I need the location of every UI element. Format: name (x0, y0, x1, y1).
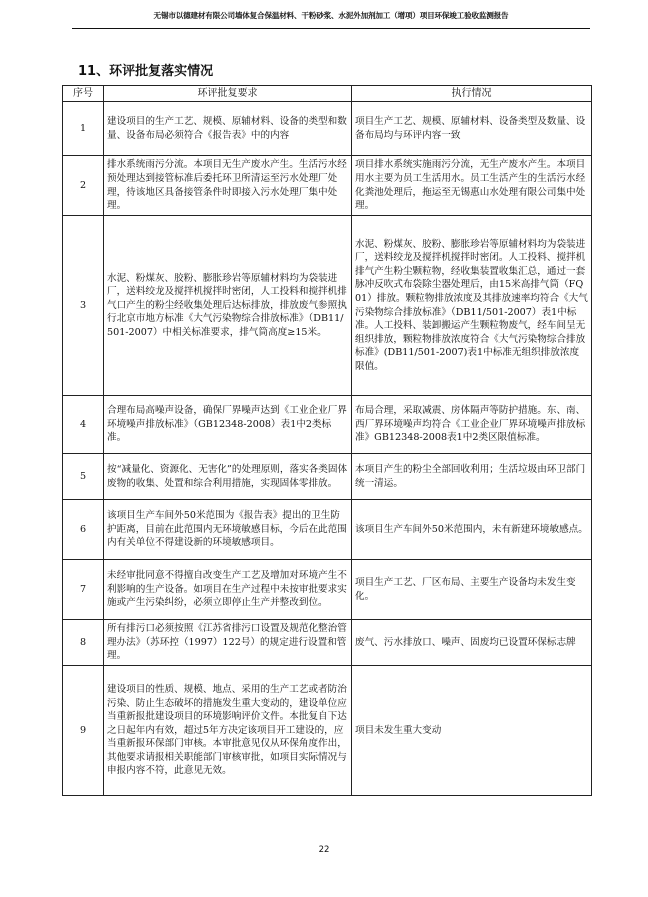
row-number: 8 (63, 620, 104, 666)
status-cell: 水泥、粉煤灰、胶粉、膨胀珍岩等原辅材料均为袋装进厂，送料绞龙及搅拌机搅拌时密闭。人工投料、搅拌机排气产生粉尘颗粒物，经收集装置收集汇总，通过一套脉冲反吹式布袋除尘器处理后，由15米高排气筒（FQ01）排放。颗粒物排放浓度及其排放速率均符合《大气污染物综合排放标准》（DB11/501-2007）表1中标准。人工投料、装卸搬运产生颗粒物废气，经车间呈无组织排放，颗粒物排放浓度符合《大气污染物综合排放标准》(DB11/501-2007)表1中标准无组织排放浓度限值。 (352, 216, 592, 396)
row-number: 2 (63, 156, 104, 216)
table-row (63, 216, 592, 396)
section-title: 11、环评批复落实情况 (78, 64, 214, 79)
table-row (63, 102, 592, 156)
table-row (63, 620, 592, 666)
row-number: 3 (63, 216, 104, 396)
status-cell: 项目生产工艺、厂区布局、主要生产设备均未发生变化。 (352, 560, 592, 620)
row-number: 1 (63, 102, 104, 156)
requirement-cell: 建设项目的生产工艺、规模、原辅材料、设备的类型和数量、设备布局必须符合《报告表》中的内容 (104, 102, 352, 156)
approval-implementation-table (62, 85, 592, 796)
table-row (63, 666, 592, 796)
requirement-cell: 建设项目的性质、规模、地点、采用的生产工艺或者防治污染、防止生态破坏的措施发生重大变动的，建设单位应当重新报批建设项目的环境影响评价文件。本批复自下达之日起年内有效，超过5年方决定该项目开工建设的，应当重新报环保部门审核。本审批意见仅从环保角度作出，其他要求请报相关职能部门审核审批，如项目实际情况与申报内容不符，此意见无效。 (104, 666, 352, 796)
requirement-cell: 所有排污口必须按照《江苏省排污口设置及规范化整治管理办法》（苏环控（1997）122号）的规定进行设置和管理。 (104, 620, 352, 666)
status-cell: 本项目产生的粉尘全部回收利用；生活垃圾由环卫部门统一清运。 (352, 454, 592, 500)
row-number: 4 (63, 396, 104, 454)
status-cell: 项目生产工艺、规模、原辅材料、设备类型及数量、设备布局均与环评内容一致 (352, 102, 592, 156)
table-row (63, 560, 592, 620)
status-cell: 废气、污水排放口、噪声、固废均已设置环保标志牌 (352, 620, 592, 666)
page-number: 22 (318, 845, 330, 855)
status-cell: 项目排水系统实施雨污分流，无生产废水产生。本项目用水主要为员工生活用水。员工生活产生的生活污水经化粪池处理后，拖运至无锡惠山水处理有限公司集中处理。 (352, 156, 592, 216)
requirement-cell: 该项目生产车间外50米范围为《报告表》提出的卫生防护距离，目前在此范围内无环境敏感目标，今后在此范围内有关单位不得建设新的环境敏感项目。 (104, 500, 352, 560)
requirement-cell: 排水系统雨污分流。本项目无生产废水产生。生活污水经预处理达到接管标准后委托环卫所清运至污水处理厂处理，待该地区具备接管条件时即接入污水处理厂集中处理。 (104, 156, 352, 216)
row-number: 7 (63, 560, 104, 620)
column-header-number: 序号 (63, 86, 104, 102)
row-number: 5 (63, 454, 104, 500)
table-header-row (63, 86, 592, 102)
status-cell: 项目未发生重大变动 (352, 666, 592, 796)
requirement-cell: 水泥、粉煤灰、胶粉、膨胀珍岩等原辅材料均为袋装进厂，送料绞龙及搅拌机搅拌时密闭，人工投料和搅拌机排气口产生的粉尘经收集处理后达标排放，排放废气参照执行北京市地方标准《大气污染物综合排放标准》（DB11/501-2007）中相关标准要求，排气筒高度≥15米。 (104, 216, 352, 396)
requirement-cell: 合理布局高噪声设备，确保厂界噪声达到《工业企业厂界环境噪声排放标准》（GB12348-2008）表1中2类标准。 (104, 396, 352, 454)
column-header-requirement: 环评批复要求 (104, 86, 352, 102)
row-number: 9 (63, 666, 104, 796)
row-number: 6 (63, 500, 104, 560)
status-cell: 布局合理，采取减震、房体隔声等防护措施。东、南、西厂界环境噪声均符合《工业企业厂界环境噪声排放标准》GB12348-2008表1中2类区限值标准。 (352, 396, 592, 454)
header-divider (72, 28, 590, 29)
table-row (63, 156, 592, 216)
column-header-status: 执行情况 (352, 86, 592, 102)
report-header-title: 无锡市以德建材有限公司墙体复合保温材料、干粉砂浆、水泥外加剂加工（增项）项目环保竣工验收监测报告 (153, 11, 509, 20)
requirement-cell: 未经审批同意不得擅自改变生产工艺及增加对环境产生不利影响的生产设备。如项目在生产过程中未按审批要求实施或产生污染纠纷，必须立即停止生产并整改到位。 (104, 560, 352, 620)
status-cell: 该项目生产车间外50米范围内，未有新建环境敏感点。 (352, 500, 592, 560)
table-row (63, 454, 592, 500)
table-row (63, 500, 592, 560)
table-row (63, 396, 592, 454)
requirement-cell: 按“减量化、资源化、无害化”的处理原则，落实各类固体废物的收集、处置和综合利用措施，实现固体零排放。 (104, 454, 352, 500)
